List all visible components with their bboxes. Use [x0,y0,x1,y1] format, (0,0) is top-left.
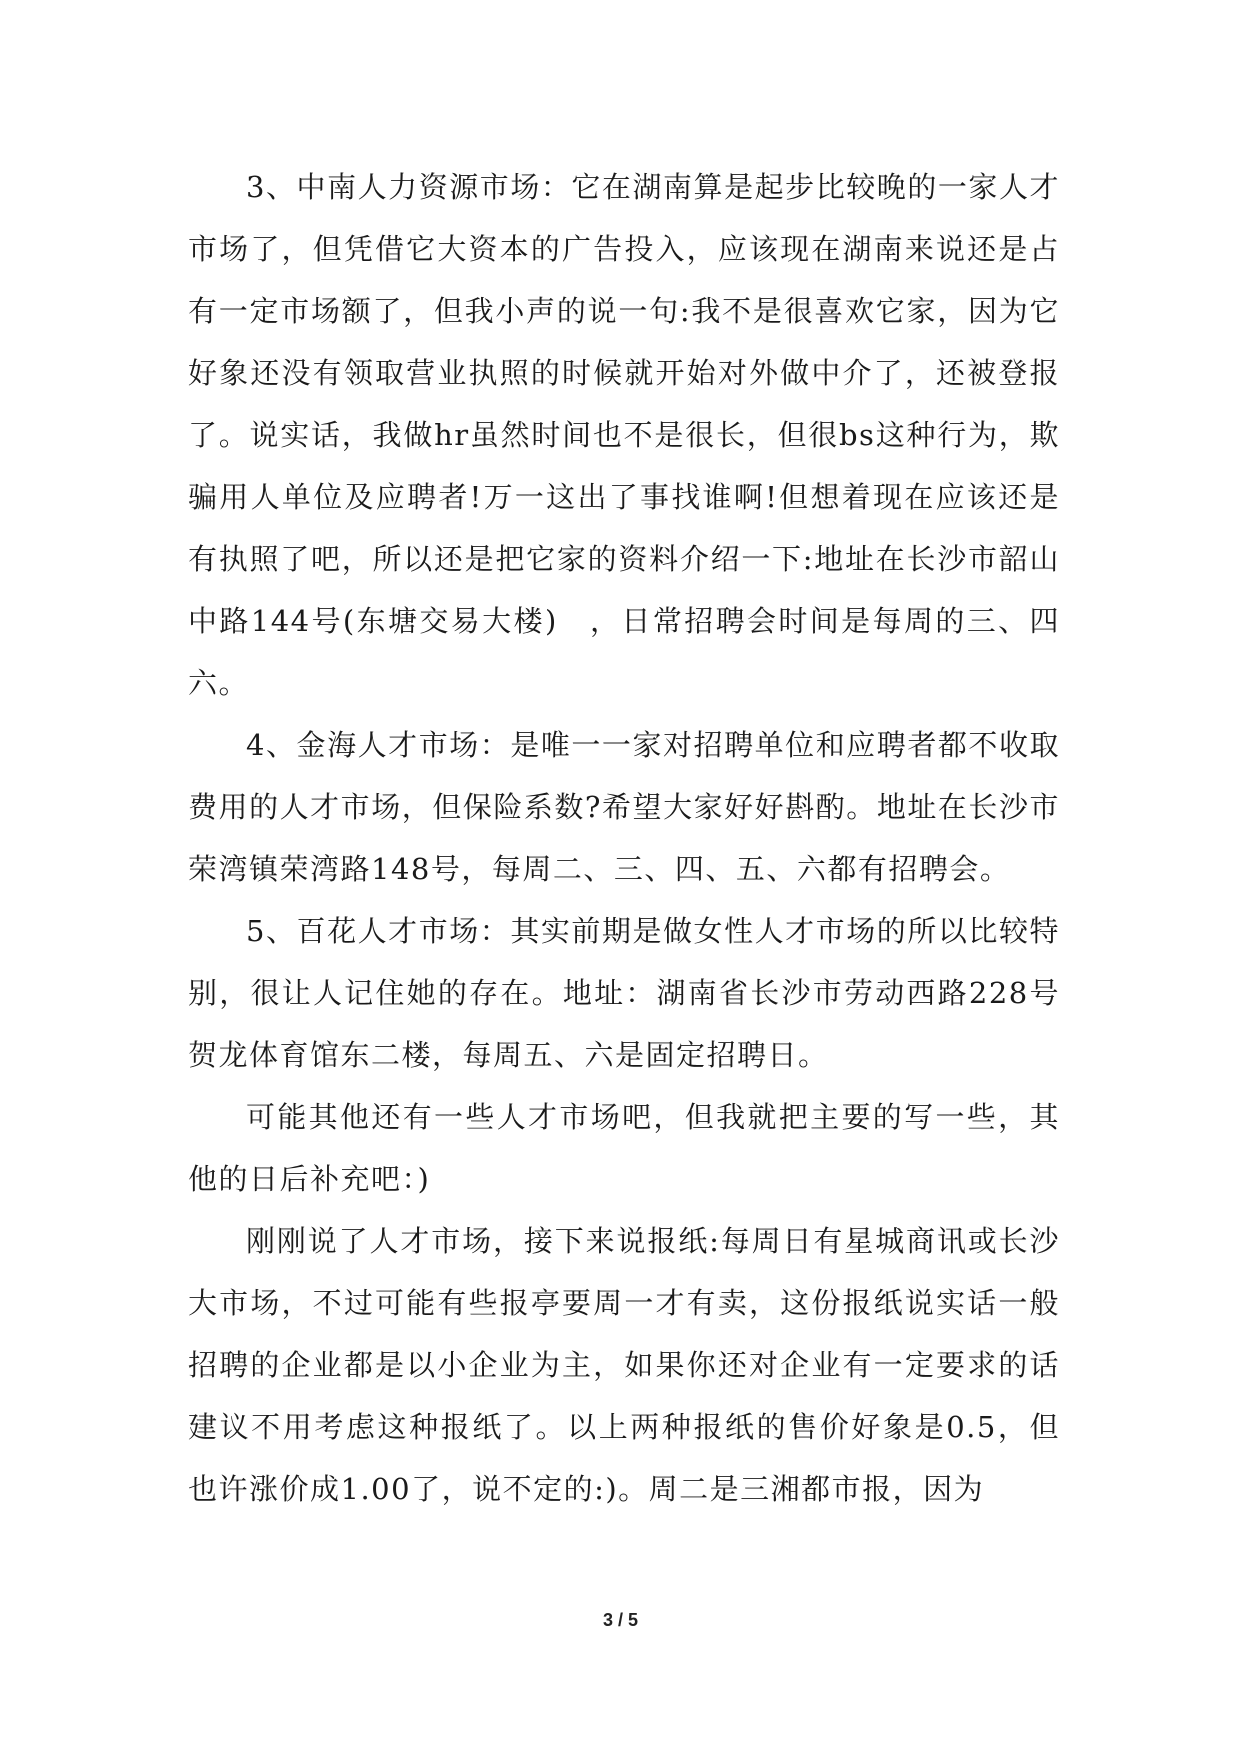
page-number: 3 / 5 [602,1610,639,1630]
paragraph-zhongnan-market: 3、中南人力资源市场：它在湖南算是起步比较晚的一家人才市场了，但凭借它大资本的广告投入，应该现在湖南来说还是占有一定市场额了，但我小声的说一句:我不是很喜欢它家，因为它好象还没有领取营业执照的时候就开始对外做中介了，还被登报了。说实话，我做hr虽然时间也不是很长，但很bs这种行为，欺骗用人单位及应聘者!万一这出了事找谁啊!但想着现在应该还是有执照了吧，所以还是把它家的资料介绍一下:地址在长沙市韶山中路144号(东塘交易大楼) ，日常招聘会时间是每周的三、四六。 [188,170,1060,700]
document-body [188,156,1060,1520]
paragraph-jinhai-market: 4、金海人才市场：是唯一一家对招聘单位和应聘者都不收取费用的人才市场，但保险系数?希望大家好好斟酌。地址在长沙市荣湾镇荣湾路148号，每周二、三、四、五、六都有招聘会。 [188,728,1060,886]
paragraph-other-markets: 可能其他还有一些人才市场吧，但我就把主要的写一些，其他的日后补充吧：) [188,1100,1060,1196]
paragraph-newspapers: 刚刚说了人才市场，接下来说报纸:每周日有星城商讯或长沙大市场，不过可能有些报亭要周一才有卖，这份报纸说实话一般招聘的企业都是以小企业为主，如果你还对企业有一定要求的话建议不用考虑这种报纸了。以上两种报纸的售价好象是0.5，但也许涨价成1.00了，说不定的:)。周二是三湘都市报，因为 [188,1224,1060,1506]
paragraph-baihua-market: 5、百花人才市场：其实前期是做女性人才市场的所以比较特别，很让人记住她的存在。地址：湖南省长沙市劳动西路228号贺龙体育馆东二楼，每周五、六是固定招聘日。 [188,914,1060,1072]
